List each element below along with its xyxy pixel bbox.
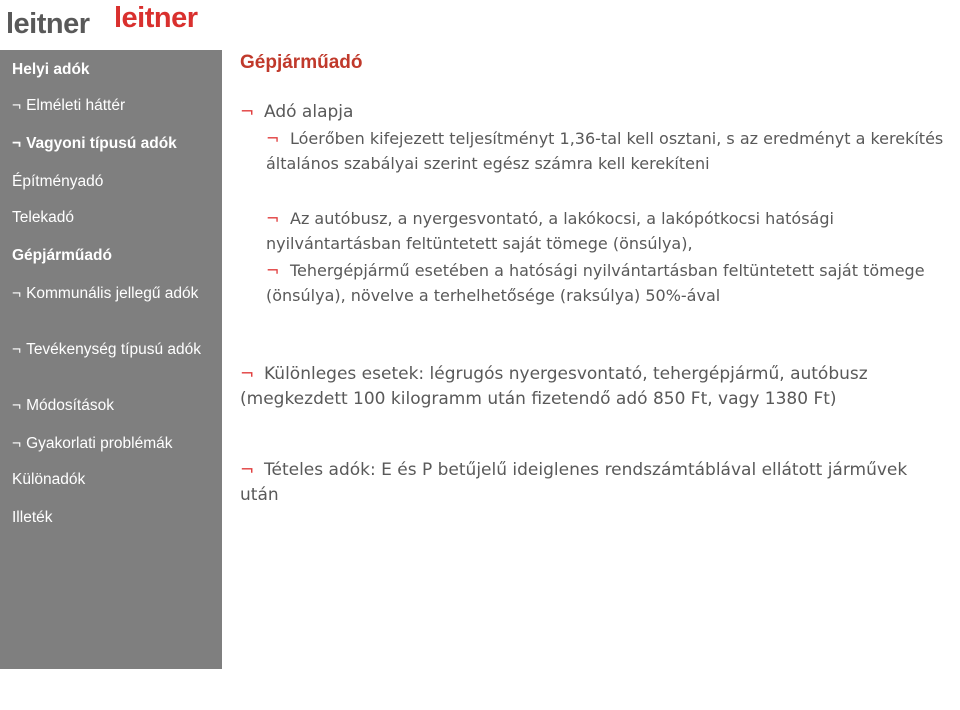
sidebar-item[interactable] [12, 208, 218, 228]
bullet-tax-base [240, 100, 950, 125]
bullet-mark-icon: ¬ [240, 102, 255, 122]
logo-text-red: leitner [114, 2, 198, 34]
bullet-mark-icon: ¬ [240, 364, 255, 384]
bullet-horsepower [266, 126, 956, 176]
bullet-bus-weight [266, 206, 956, 256]
bullet-special-cases [240, 362, 950, 412]
bullet-truck-weight [266, 258, 956, 308]
bullet-mark-icon: ¬ [266, 129, 280, 148]
bullet-text: Különleges esetek: légrugós nyergesvontató, tehergépjármű, autóbusz (megkezdett 100 kilogramm után fizetendő adó 850 Ft, vagy 1380 Ft) [240, 364, 868, 409]
sidebar-item-label: Gyakorlati problémák [26, 435, 173, 452]
bullet-itemized-taxes [240, 458, 950, 508]
bullet-mark-icon: ¬ [266, 261, 280, 280]
sidebar-item-label: Építményadó [12, 173, 104, 190]
sidebar-item[interactable] [12, 284, 218, 304]
bullet-text: Adó alapja [264, 102, 354, 122]
sidebar-item-label: Telekadó [12, 209, 75, 226]
footer-date: 2015.02.17. [130, 696, 194, 710]
bullet-text: Tehergépjármű esetében a hatósági nyilvántartásban feltüntetett saját tömege (önsúlya), növelve a terhelhetősége (raksúlya) 50%-ával [266, 261, 925, 305]
bullet-mark-icon: ¬ [240, 460, 255, 480]
sidebar-bullet-icon: ¬ [12, 135, 22, 152]
sidebar-item-label: Helyi adók [12, 61, 90, 78]
sidebar-bullet-icon: ¬ [12, 285, 22, 302]
sidebar-item[interactable] [12, 60, 218, 80]
sidebar-item[interactable] [12, 96, 218, 116]
sidebar-item[interactable] [12, 172, 218, 192]
sidebar-bullet-icon: ¬ [12, 97, 22, 114]
bullet-text: Lóerőben kifejezett teljesítményt 1,36-tal kell osztani, s az eredményt a kerekítés általános szabályai szerint egész számra kell kerekíteni [266, 129, 944, 173]
sidebar-item[interactable] [12, 396, 218, 416]
sidebar-item[interactable] [12, 246, 218, 266]
sidebar [0, 50, 222, 710]
sidebar-bullet-icon: ¬ [12, 341, 22, 358]
sidebar-item[interactable] [12, 340, 218, 360]
sidebar-item-label: Kommunális jellegű adók [26, 285, 199, 302]
slide-title: Gépjárműadó [240, 52, 363, 73]
bullet-text: Az autóbusz, a nyergesvontató, a lakókocsi, a lakópótkocsi hatósági nyilvántartásban feltüntetett saját tömege (önsúlya), [266, 209, 834, 253]
sidebar-item[interactable] [12, 470, 218, 490]
logo-text-gray: leitner [6, 8, 90, 40]
sidebar-item-label: Illeték [12, 509, 53, 526]
sidebar-item-label: Különadók [12, 471, 86, 488]
sidebar-item-label: Gépjárműadó [12, 247, 112, 264]
bullet-mark-icon: ¬ [266, 209, 280, 228]
sidebar-item[interactable] [12, 508, 218, 528]
sidebar-item-label: Vagyoni típusú adók [26, 135, 177, 152]
sidebar-item-label: Tevékenység típusú adók [26, 341, 201, 358]
sidebar-item-label: Elméleti háttér [26, 97, 126, 114]
page-number: 11 [14, 696, 27, 710]
sidebar-bullet-icon: ¬ [12, 397, 22, 414]
sidebar-item[interactable] [12, 134, 218, 154]
bullet-text: Tételes adók: E és P betűjelű ideiglenes rendszámtáblával ellátott járművek után [240, 460, 908, 505]
sidebar-item-label: Módosítások [26, 397, 114, 414]
sidebar-item[interactable] [12, 434, 218, 454]
sidebar-bullet-icon: ¬ [12, 435, 22, 452]
